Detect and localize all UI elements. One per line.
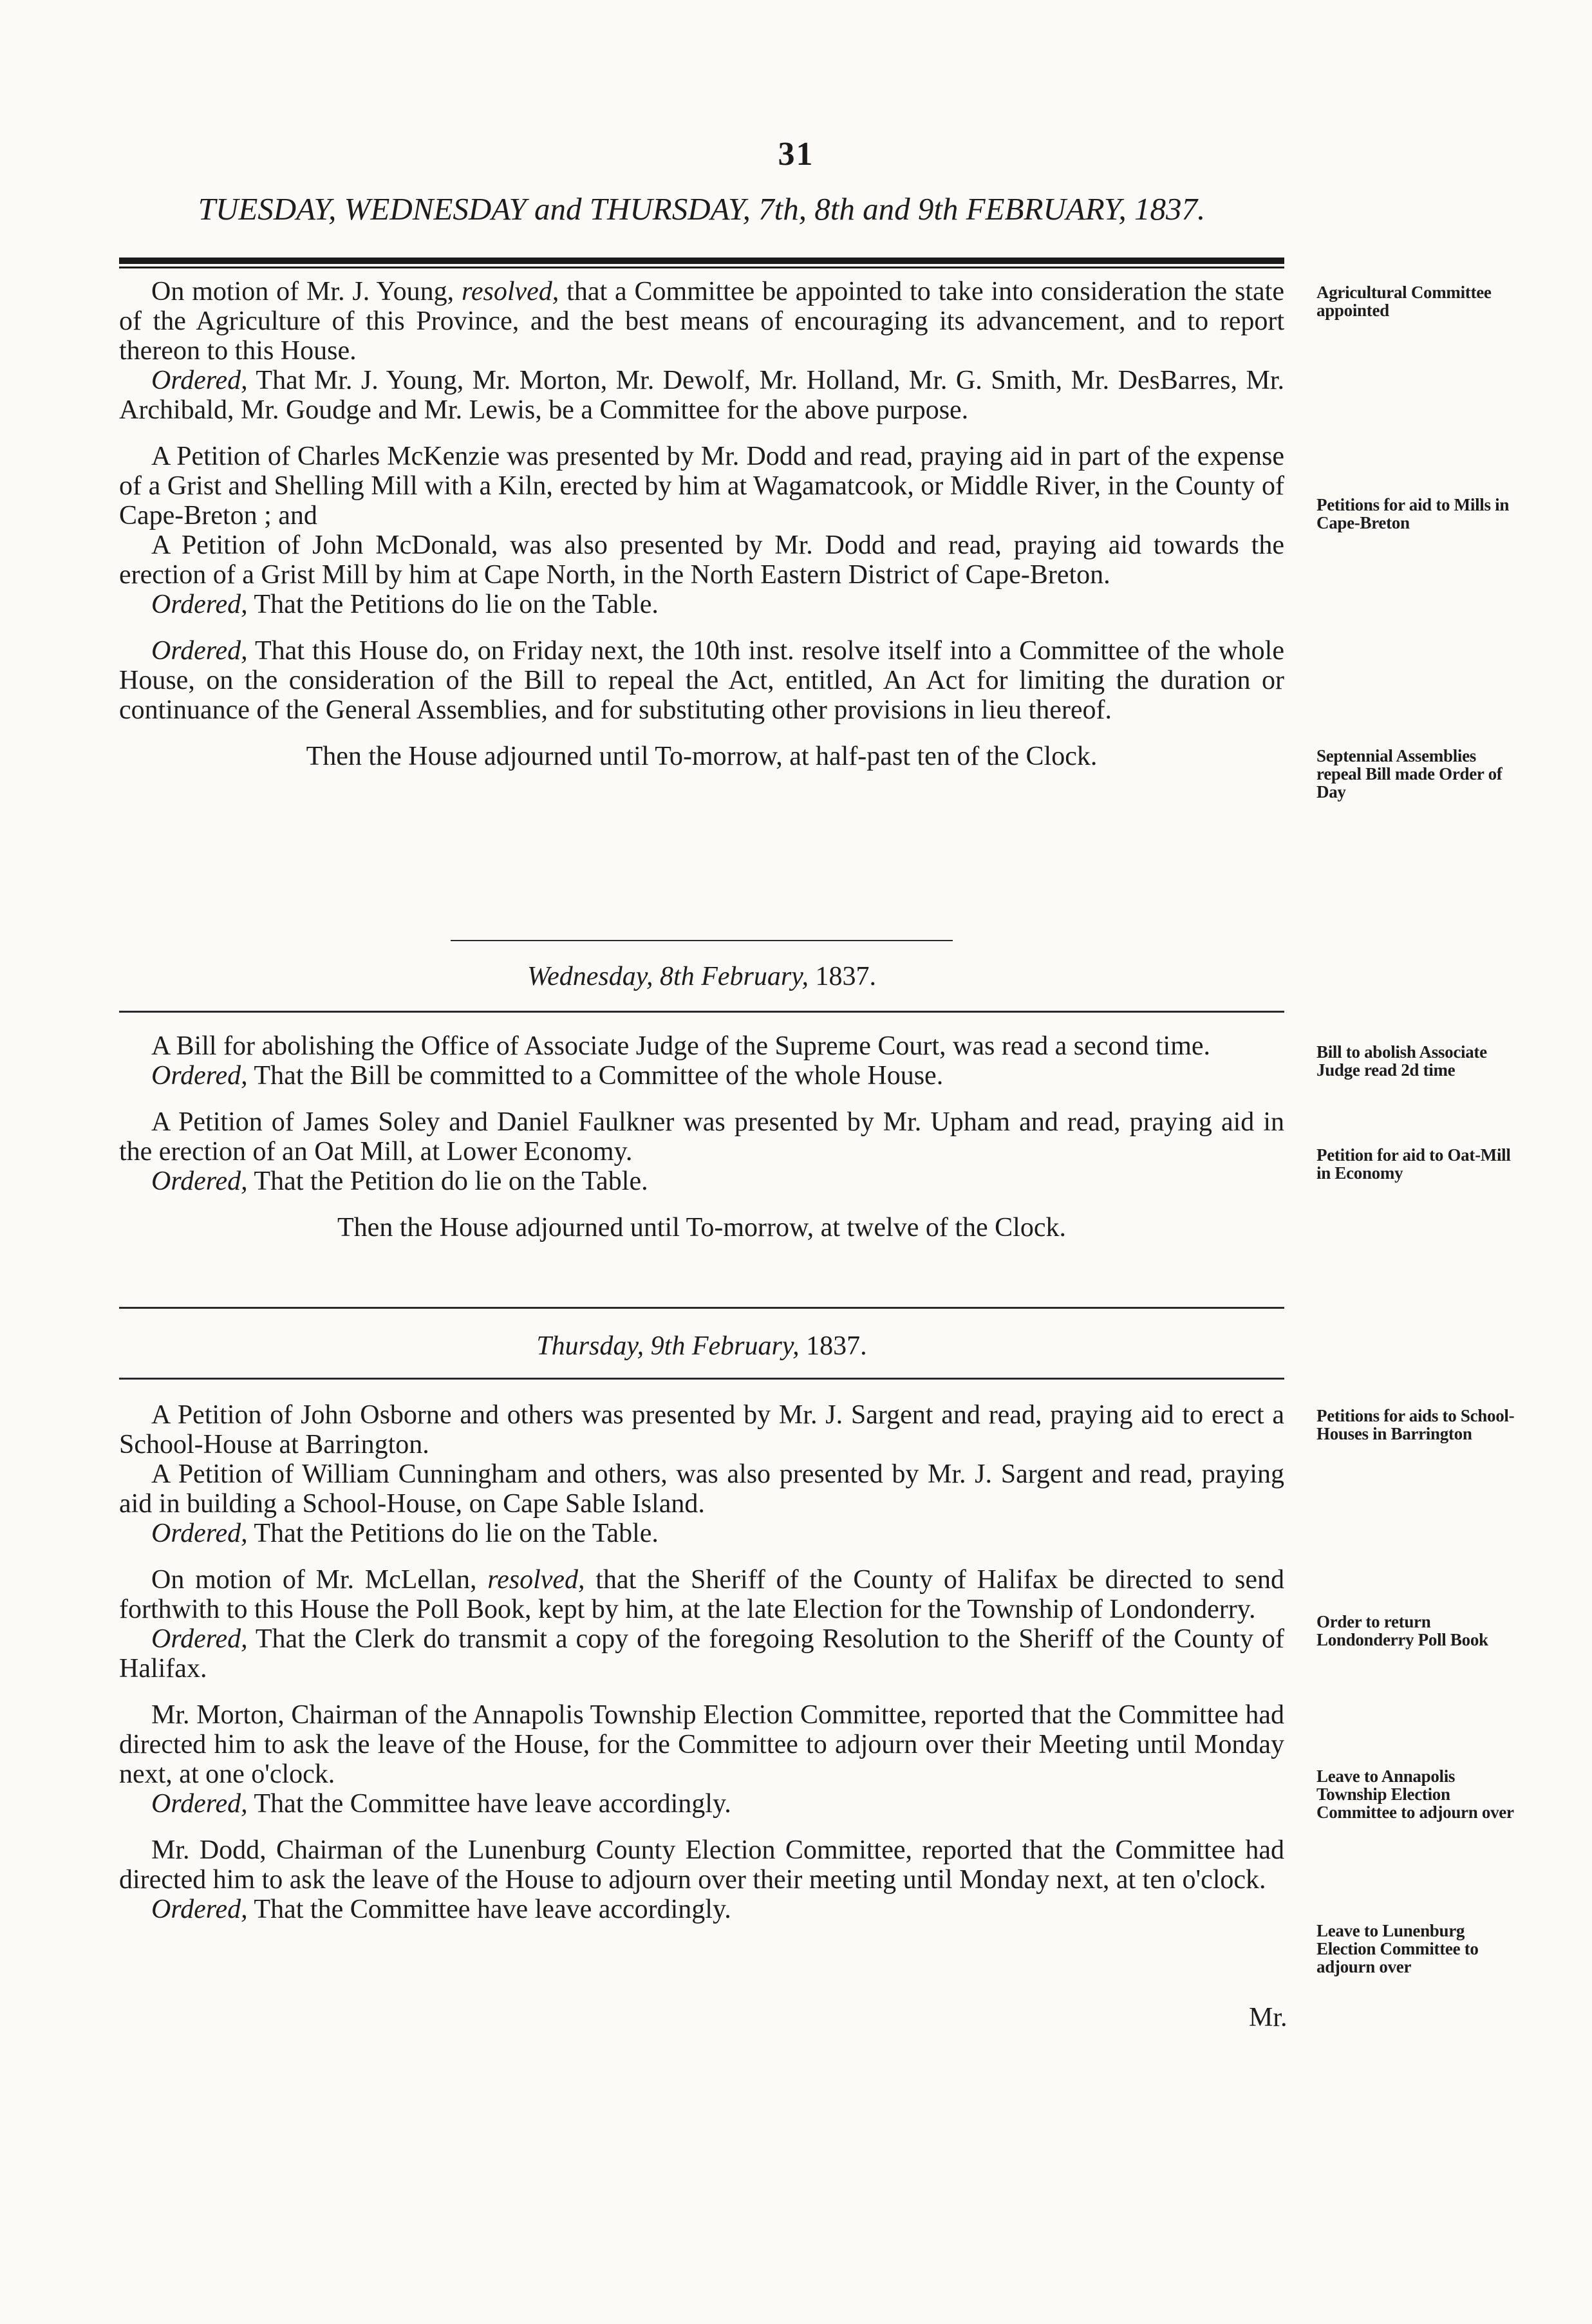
agriculture-motion [119,277,1284,366]
order-text: That Mr. J. Young, Mr. Morton, Mr. Dewolf, Mr. Holland, Mr. G. Smith, Mr. DesBarres, Mr. Archibald, Mr. Goudge and Mr. Lewis, be a Committee for the above purpose. [119,366,1284,425]
lunenburg-committee-report: Mr. Dodd, Chairman of the Lunenburg County Election Committee, reported that the Committee had directed him to ask the leave of the House to adjourn over their meeting until Monday next, at ten o'clock. [119,1835,1284,1895]
ordered-word: Ordered, [151,366,248,395]
order-text: That the Bill be committed to a Committee of the whole House. [247,1061,944,1091]
wednesday-proceedings [119,1031,1284,1242]
cunningham-petition: A Petition of William Cunningham and others, was also presented by Mr. J. Sargent and read, praying aid in building a School-House, on Cape Sable Island. [119,1459,1284,1519]
margin-note-oat-mill: Petition for aid to Oat-Mill in Economy [1316,1145,1511,1183]
motion-lead: On motion of Mr. McLellan, [151,1565,488,1595]
page-number: 31 [778,136,814,173]
thursday-proceedings [119,1400,1284,1924]
petitions-table-order [119,1519,1284,1548]
margin-note-annapolis: Leave to Annapolis Township Election Committee to adjourn over [1316,1766,1514,1822]
osborne-petition: A Petition of John Osborne and others was presented by Mr. J. Sargent and read, praying aid to erect a School-House at Barrington. [119,1400,1284,1459]
order-text: That the Petition do lie on the Table. [247,1167,648,1196]
petition-table-order [119,1167,1284,1196]
order-text: That the Committee have leave accordingly. [247,1789,731,1819]
mckenzie-petition: A Petition of Charles McKenzie was presented by Mr. Dodd and read, praying aid in part of the expense of a Grist and Shelling Mill with a Kiln, erected by him at Wagamatcook, or Middle River, in the County of Cape-Breton ; and [119,442,1284,530]
lunenburg-leave-order [119,1895,1284,1924]
catchword: Mr. [1249,2003,1288,2032]
resolved-word: resolved, [462,277,559,306]
margin-note-septennial: Septennial Assemblies repeal Bill made Order of Day [1316,746,1503,801]
septennial-order [119,636,1284,725]
section-rule [119,1378,1284,1380]
margin-note-school-houses: Petitions for aids to School-Houses in Barrington [1316,1406,1515,1443]
section-rule [119,1011,1284,1013]
margin-note-associate-judge: Bill to abolish Associate Judge read 2d time [1316,1042,1487,1080]
ordered-word: Ordered, [151,1061,248,1091]
section-divider [451,940,953,941]
order-text: That the Petitions do lie on the Table. [247,590,659,619]
order-text: That this House do, on Friday next, the 10th inst. resolve itself into a Committee of the whole House, on the consideration of the Bill to repeal the Act, entitled, An Act for limiting the duration or continuance of the General Assemblies, and for substituting other provisions in lieu thereof. [119,636,1284,725]
thursday-heading [119,1330,1284,1362]
margin-note-mills: Petitions for aid to Mills in Cape-Breton [1316,495,1510,532]
margin-note-londonderry: Order to return Londonderry Poll Book [1316,1612,1488,1649]
margin-note-lunenburg: Leave to Lunenburg Election Committee to adjourn over [1316,1921,1479,1976]
clerk-transmit-order [119,1624,1284,1683]
motion-lead: On motion of Mr. J. Young, [151,277,462,306]
running-head: TUESDAY, WEDNESDAY and THURSDAY, 7th, 8th and 9th FEBRUARY, 1837. [198,191,1206,227]
header-double-rule [119,258,1284,264]
heading-year: 1837. [815,962,877,991]
ordered-word: Ordered, [151,1895,248,1924]
order-text: That the Committee have leave accordingly. [247,1895,731,1924]
resolved-word: resolved, [487,1565,585,1595]
annapolis-committee-report: Mr. Morton, Chairman of the Annapolis Township Election Committee, reported that the Committee had directed him to ask the leave of the House, for the Committee to adjourn over their Meeting until Monday next, at one o'clock. [119,1700,1284,1789]
petitions-table-order [119,590,1284,619]
ordered-word: Ordered, [151,1519,248,1548]
poll-book-motion [119,1565,1284,1624]
heading-year: 1837. [806,1331,867,1361]
committee-order [119,366,1284,425]
section-rule [119,1307,1284,1309]
tuesday-proceedings [119,277,1284,771]
ordered-word: Ordered, [151,590,248,619]
heading-day: Wednesday, 8th February, [527,962,816,991]
bill-committed-order [119,1061,1284,1091]
mcdonald-petition: A Petition of John McDonald, was also presented by Mr. Dodd and read, praying aid towards the erection of a Grist Mill by him at Cape North, in the North Eastern District of Cape-Breton. [119,530,1284,590]
annapolis-leave-order [119,1789,1284,1819]
order-text: That the Clerk do transmit a copy of the foregoing Resolution to the Sheriff of the County of Halifax. [119,1624,1284,1683]
soley-faulkner-petition: A Petition of James Soley and Daniel Faulkner was presented by Mr. Upham and read, praying aid in the erection of an Oat Mill, at Lower Economy. [119,1107,1284,1167]
ordered-word: Ordered, [151,636,248,666]
wednesday-heading [119,961,1284,993]
ordered-word: Ordered, [151,1789,248,1819]
ordered-word: Ordered, [151,1167,248,1196]
associate-judge-bill: A Bill for abolishing the Office of Associate Judge of the Supreme Court, was read a second time. [151,1031,1211,1061]
ordered-word: Ordered, [151,1624,248,1654]
margin-note-agricultural: Agricultural Committee appointed [1316,283,1492,320]
wednesday-adjournment: Then the House adjourned until To-morrow, at twelve of the Clock. [337,1213,1066,1242]
tuesday-adjournment: Then the House adjourned until To-morrow, at half-past ten of the Clock. [306,742,1098,771]
order-text: That the Petitions do lie on the Table. [247,1519,659,1548]
motion-text: that a Committee be appointed to take into consideration the state of the Agriculture of this Province, and the best means of encouraging its advancement, and to report thereon to this House. [119,277,1284,366]
heading-day: Thursday, 9th February, [536,1331,807,1361]
motion-text: that the Sheriff of the County of Halifax be directed to send forthwith to this House the Poll Book, kept by him, at the late Election for the Township of Londonderry. [119,1565,1284,1624]
